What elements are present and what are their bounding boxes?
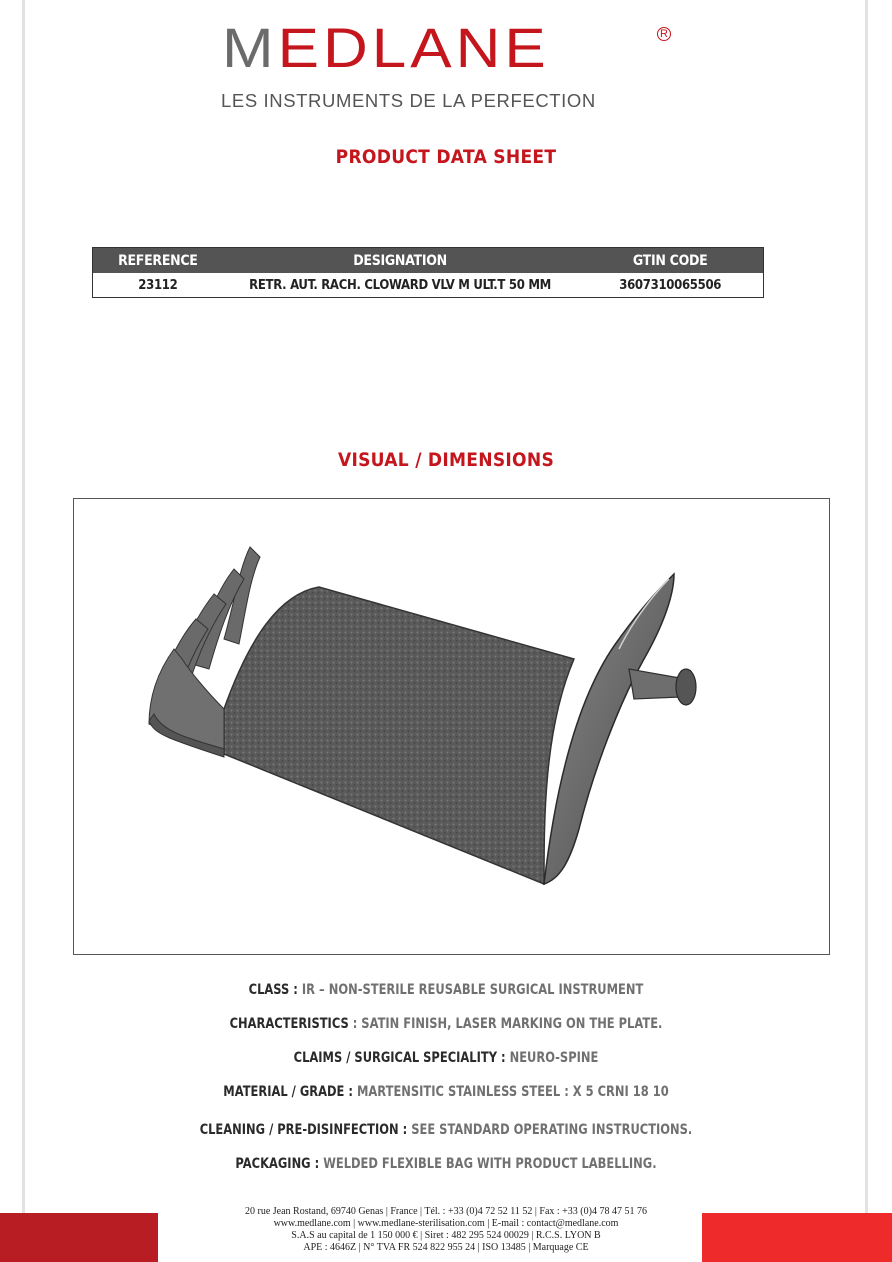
header-designation: DESIGNATION xyxy=(223,248,578,274)
spec-claims: CLAIMS / SURGICAL SPECIALITY : NEURO-SPINE xyxy=(293,1050,599,1066)
visual-dimensions-title: VISUAL / DIMENSIONS xyxy=(337,449,555,471)
spec-packaging: PACKAGING : WELDED FLEXIBLE BAG WITH PRODUCT LABELLING. xyxy=(235,1156,657,1172)
medlane-logo xyxy=(222,17,672,82)
table-row xyxy=(93,273,764,298)
cell-designation: RETR. AUT. RACH. CLOWARD VLV M ULT.T 50 MM xyxy=(249,277,552,293)
spec-cleaning: CLEANING / PRE-DISINFECTION : SEE STANDARD OPERATING INSTRUCTIONS. xyxy=(199,1122,693,1138)
footer-address: 20 rue Jean Rostand, 69740 Genas | France | Tél. : +33 (0)4 72 52 11 52 | Fax : +33 (0)4 78 47 51 76 xyxy=(245,1206,647,1217)
company-footer xyxy=(0,1206,892,1254)
spec-class: CLASS : IR – NON-STERILE REUSABLE SURGICAL INSTRUMENT xyxy=(248,982,644,998)
spec-material: MATERIAL / GRADE : MARTENSITIC STAINLESS STEEL : X 5 CRNI 18 10 xyxy=(223,1084,669,1100)
registered-mark-icon: R xyxy=(657,27,671,41)
product-visual-frame xyxy=(73,498,830,955)
product-sheet-title: PRODUCT DATA SHEET xyxy=(335,146,557,168)
right-border-line xyxy=(865,0,868,1262)
logo-rest: EDLANE xyxy=(277,17,550,80)
footer-web: www.medlane.com | www.medlane-sterilisation.com | E-mail : contact@medlane.com xyxy=(273,1218,619,1229)
product-reference-table xyxy=(92,247,764,298)
cell-gtin: 3607310065506 xyxy=(619,277,722,293)
logo-m: M xyxy=(222,17,278,80)
table-header-row xyxy=(93,248,764,274)
left-border-line xyxy=(22,0,25,1262)
header-gtin: GTIN CODE xyxy=(577,248,763,274)
retractor-blade-icon xyxy=(74,499,829,954)
logo-wordmark xyxy=(222,17,550,80)
brand-tagline: LES INSTRUMENTS DE LA PERFECTION xyxy=(221,90,596,111)
cell-reference: 23112 xyxy=(138,277,178,293)
footer-registration: APE : 4646Z | N° TVA FR 524 822 955 24 | ISO 13485 | Marquage CE xyxy=(303,1242,589,1253)
spec-characteristics: CHARACTERISTICS : SATIN FINISH, LASER MARKING ON THE PLATE. xyxy=(229,1016,663,1032)
footer-legal: S.A.S au capital de 1 150 000 € | Siret : 482 295 524 00029 | R.C.S. LYON B xyxy=(291,1230,601,1241)
header-reference: REFERENCE xyxy=(93,248,223,274)
